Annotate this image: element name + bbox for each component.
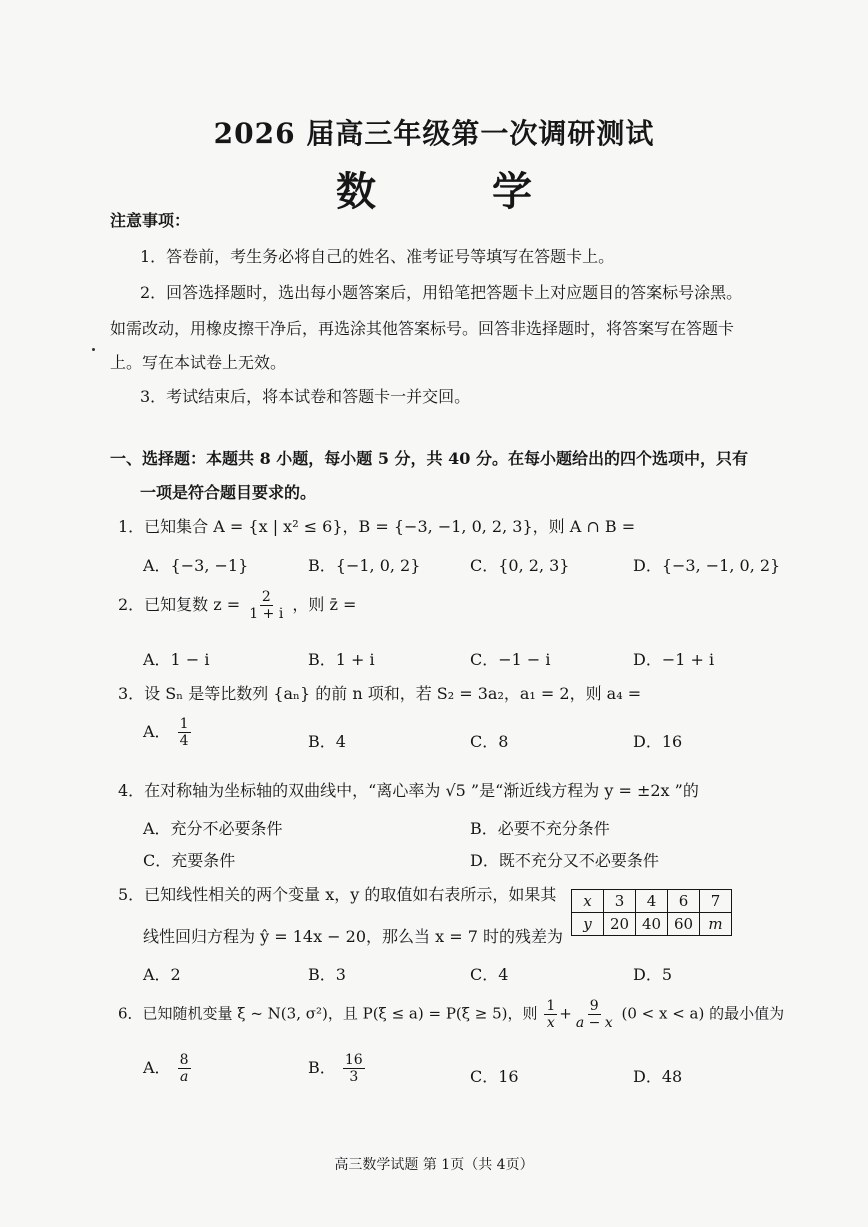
question-6-option-a-label: A． (143, 1058, 171, 1077)
question-5-stem-line-1: 5．已知线性相关的两个变量 x，y 的取值如右表所示，如果其 (118, 885, 557, 904)
question-2-fraction-numerator: 2 (261, 589, 271, 605)
question-6-option-a (143, 1052, 193, 1085)
table-cell: 6 (668, 890, 700, 913)
exam-title: 2026 届高三年级第一次调研测试 (213, 117, 655, 150)
question-3-option-d: D．16 (633, 732, 683, 751)
question-4-stem: 4．在对称轴为坐标轴的双曲线中，“离心率为 √5 ”是“渐近线方程为 y = ±2x ”的 (118, 781, 699, 800)
question-5-option-b: B．3 (308, 965, 346, 984)
question-2-stem-pre: 2．已知复数 z = (118, 595, 241, 614)
question-2-option-a: A．1 − i (143, 650, 210, 669)
notice-item-2-line-1: 2．回答选择题时，选出每小题答案后，用铅笔把答题卡上对应题目的答案标号涂黑。 (140, 283, 743, 302)
question-6-option-a-denominator: a (179, 1069, 189, 1085)
question-1-stem: 1．已知集合 A = {x | x² ≤ 6}，B = {−3, −1, 0, 2, 3}，则 A ∩ B = (118, 517, 636, 536)
question-4-option-d: D．既不充分又不必要条件 (470, 851, 659, 870)
page-footer: 高三数学试题 第 1页（共 4页） (334, 1157, 534, 1173)
question-5-option-d: D．5 (633, 965, 673, 984)
question-6-stem-post: (0 < x < a) 的最小值为 (621, 1004, 785, 1023)
table-cell: 4 (636, 890, 668, 913)
question-3-option-c: C．8 (470, 732, 509, 751)
section-heading-line-1: 一、选择题：本题共 8 小题，每小题 5 分，共 40 分。在每小题给出的四个选项中，只有 (110, 449, 748, 468)
question-3-option-a-numerator: 1 (179, 716, 189, 732)
question-6-fraction-2-numerator: 9 (589, 998, 599, 1014)
question-4-option-b: B．必要不充分条件 (470, 819, 610, 838)
question-6-option-a-fraction (178, 1052, 191, 1085)
question-5-stem-line-2: 线性回归方程为 ŷ = 14x − 20，那么当 x = 7 时的残差为 (143, 927, 563, 946)
question-4-option-a: A．充分不必要条件 (143, 819, 283, 838)
table-row-y (572, 913, 732, 936)
question-3-option-a (143, 716, 193, 749)
question-5-data-table (571, 889, 732, 936)
question-6-option-b-fraction (343, 1052, 365, 1085)
question-6-option-b-label: B． (308, 1058, 336, 1077)
question-6-option-c: C．16 (470, 1067, 519, 1086)
question-3-stem: 3．设 Sₙ 是等比数列 {aₙ} 的前 n 项和，若 S₂ = 3a₂，a₁ = 2，则 a₄ = (118, 684, 642, 703)
notice-item-3: 3．考试结束后，将本试卷和答题卡一并交回。 (140, 387, 471, 406)
table-cell: 7 (700, 890, 732, 913)
question-3-option-a-label: A． (143, 722, 171, 741)
question-6-option-d: D．48 (633, 1067, 683, 1086)
scan-speck (92, 348, 95, 351)
table-cell: m (700, 913, 732, 936)
table-cell: x (572, 890, 604, 913)
question-5-option-a: A．2 (143, 965, 181, 984)
notice-item-2-line-2: 如需改动，用橡皮擦干净后，再选涂其他答案标号。回答非选择题时，将答案写在答题卡 (110, 319, 735, 338)
question-3-option-a-fraction (178, 716, 191, 749)
question-6-fraction-1-denominator: x (546, 1015, 555, 1031)
question-1-option-c: C．{0, 2, 3} (470, 556, 570, 575)
question-3-option-a-denominator: 4 (179, 733, 189, 749)
question-3-option-b: B．4 (308, 732, 346, 751)
notice-item-2-line-3: 上。写在本试卷上无效。 (110, 353, 287, 372)
question-6-option-b (308, 1052, 367, 1085)
question-1-option-b: B．{−1, 0, 2} (308, 556, 421, 575)
question-6-stem-pre: 6．已知随机变量 ξ ~ N(3, σ²)，且 P(ξ ≤ a) = P(ξ ≥ 5)，则 (118, 1004, 538, 1023)
question-2-stem (118, 589, 356, 622)
table-cell: 60 (668, 913, 700, 936)
question-2-fraction (247, 589, 285, 622)
question-2-option-c: C．−1 − i (470, 650, 551, 669)
question-1-option-d: D．{−3, −1, 0, 2} (633, 556, 781, 575)
question-6-fraction-2 (574, 998, 615, 1031)
question-6-option-b-denominator: 3 (349, 1069, 359, 1085)
question-6-fraction-1-numerator: 1 (546, 998, 556, 1014)
question-2-option-d: D．−1 + i (633, 650, 715, 669)
table-row-x (572, 890, 732, 913)
question-5-option-c: C．4 (470, 965, 509, 984)
question-6-fraction-1 (544, 998, 557, 1031)
question-1-option-a: A．{−3, −1} (143, 556, 249, 575)
question-2-stem-post: ，则 z̄ = (292, 595, 357, 614)
question-6-fraction-2-denominator: a − x (575, 1015, 613, 1031)
question-6-option-b-numerator: 16 (344, 1052, 363, 1068)
question-6-option-a-numerator: 8 (179, 1052, 189, 1068)
question-6-plus: + (559, 1004, 572, 1023)
question-6-stem (118, 998, 784, 1031)
section-heading-line-2: 一项是符合题目要求的。 (140, 483, 317, 502)
table-cell: 3 (604, 890, 636, 913)
subject-title: 数 学 (336, 168, 570, 215)
question-2-option-b: B．1 + i (308, 650, 375, 669)
table-cell: y (572, 913, 604, 936)
table-cell: 20 (604, 913, 636, 936)
table-cell: 40 (636, 913, 668, 936)
question-4-option-c: C．充要条件 (143, 851, 236, 870)
question-2-fraction-denominator: 1 + i (249, 606, 284, 622)
notice-item-1: 1．答卷前，考生务必将自己的姓名、准考证号等填写在答题卡上。 (140, 247, 615, 266)
notice-heading: 注意事项： (110, 211, 191, 230)
